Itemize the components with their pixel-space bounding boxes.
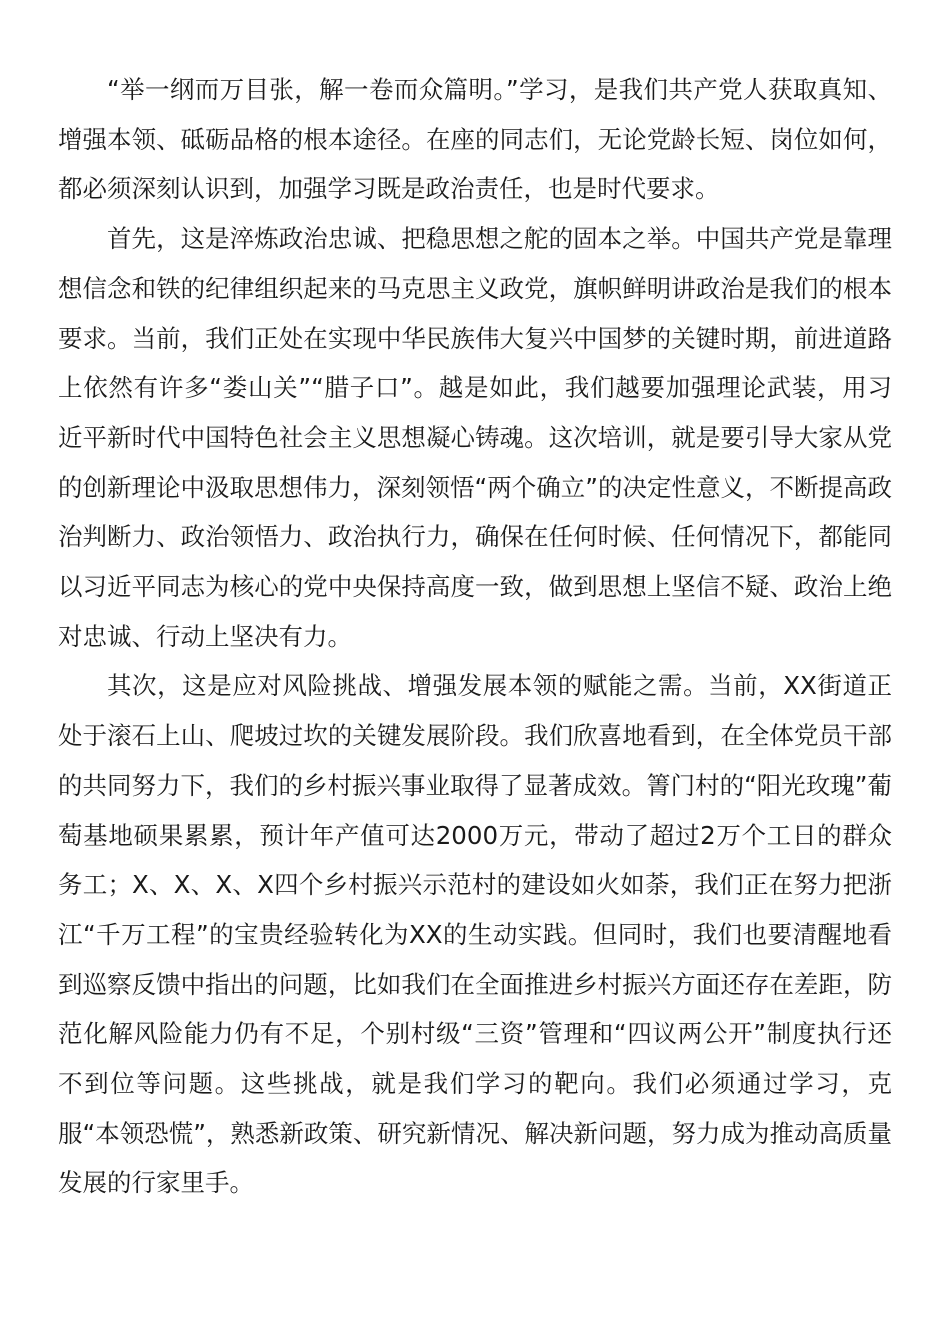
document-body [58,65,892,1208]
paragraph-intro: “举一纲而万目张，解一卷而众篇明。”学习，是我们共产党人获取真知、增强本领、砥砺品格的根本途径。在座的同志们，无论党龄长短、岗位如何，都必须深刻认识到，加强学习既是政治责任，也是时代要求。 [58,75,892,204]
paragraph-first-point: 首先，这是淬炼政治忠诚、把稳思想之舵的固本之举。中国共产党是靠理想信念和铁的纪律组织起来的马克思主义政党，旗帜鲜明讲政治是我们的根本要求。当前，我们正处在实现中华民族伟大复兴中国梦的关键时期，前进道路上依然有许多“娄山关”“腊子口”。越是如此，我们越要加强理论武装，用习近平新时代中国特色社会主义思想凝心铸魂。这次培训，就是要引导大家从党的创新理论中汲取思想伟力，深刻领悟“两个确立”的决定性意义，不断提高政治判断力、政治领悟力、政治执行力，确保在任何时候、任何情况下，都能同以习近平同志为核心的党中央保持高度一致，做到思想上坚信不疑、政治上绝对忠诚、行动上坚决有力。 [58,224,892,651]
paragraph-second-point: 其次，这是应对风险挑战、增强发展本领的赋能之需。当前，XX街道正处于滚石上山、爬坡过坎的关键发展阶段。我们欣喜地看到，在全体党员干部的共同努力下，我们的乡村振兴事业取得了显著成效。箐门村的“阳光玫瑰”葡萄基地硕果累累，预计年产值可达2000万元，带动了超过2万个工日的群众务工；X、X、X、X四个乡村振兴示范村的建设如火如荼，我们正在努力把浙江“千万工程”的宝贵经验转化为XX的生动实践。但同时，我们也要清醒地看到巡察反馈中指出的问题，比如我们在全面推进乡村振兴方面还存在差距，防范化解风险能力仍有不足，个别村级“三资”管理和“四议两公开”制度执行还不到位等问题。这些挑战，就是我们学习的靶向。我们必须通过学习，克服“本领恐慌”，熟悉新政策、研究新情况、解决新问题，努力成为推动高质量发展的行家里手。 [58,671,892,1198]
